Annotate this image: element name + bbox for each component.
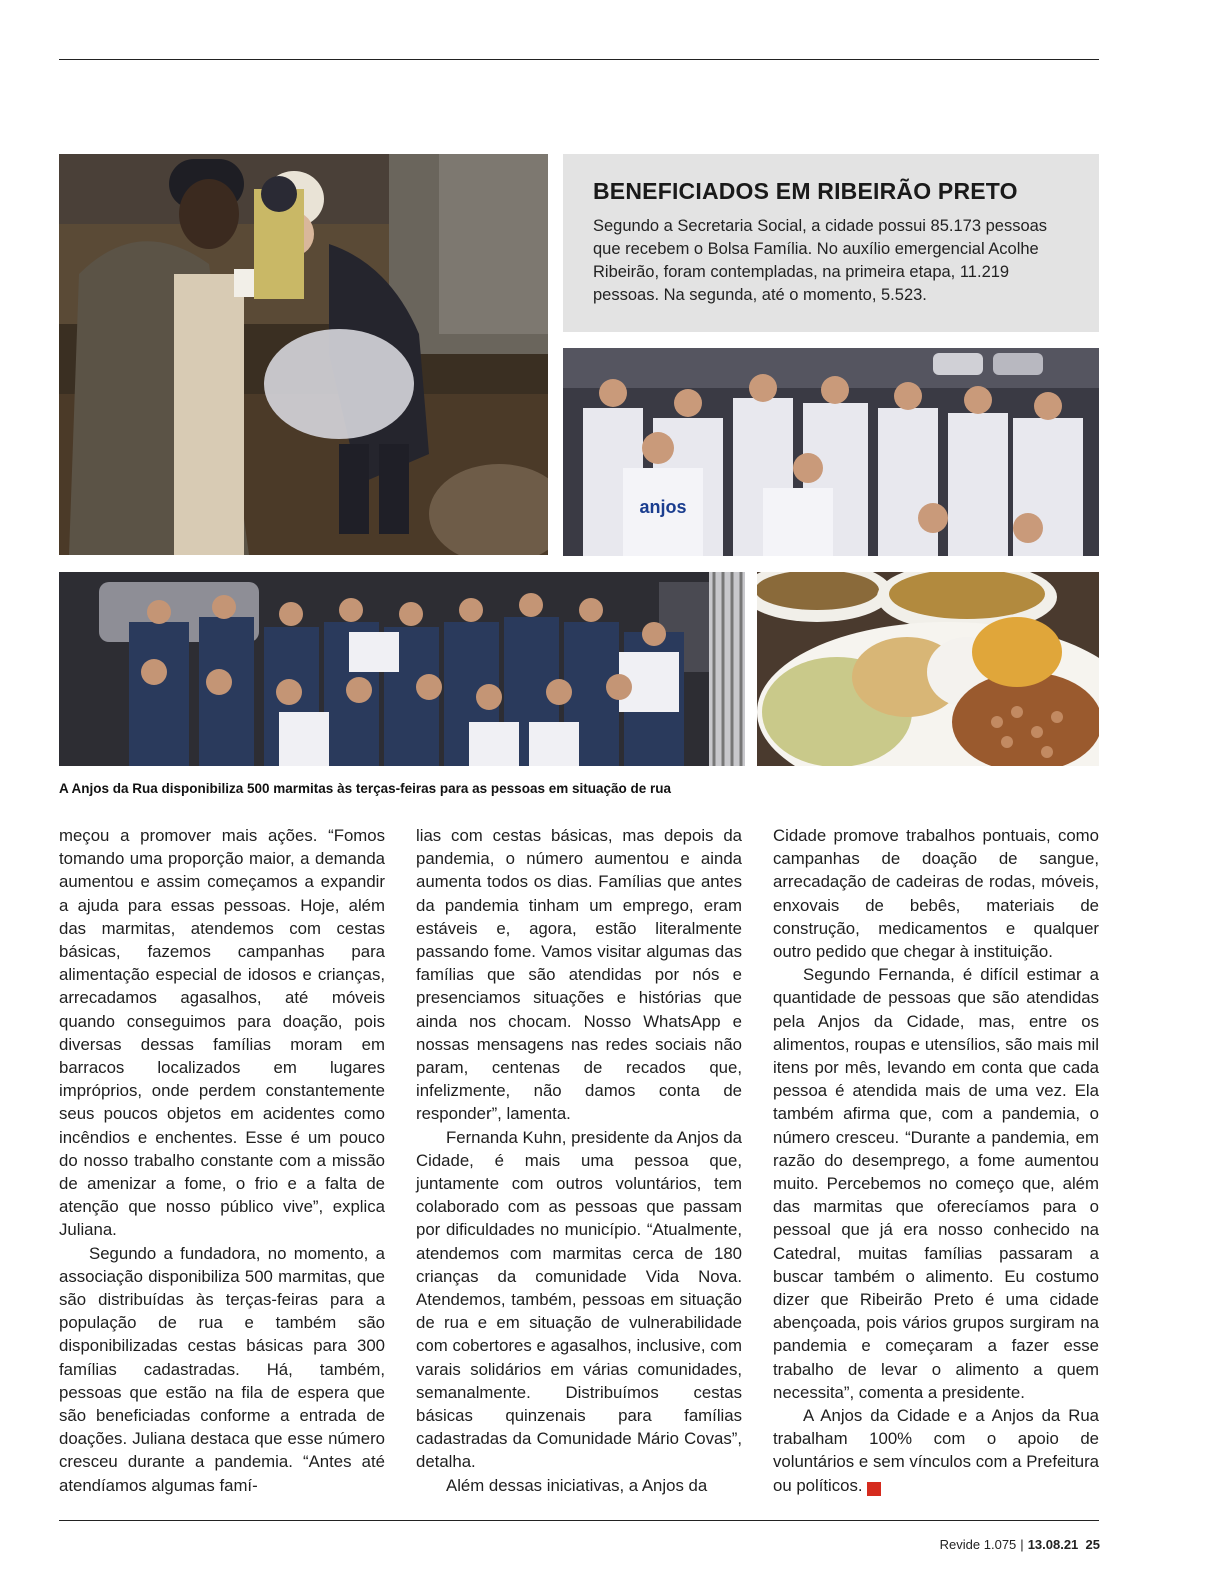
photo-large-group-night <box>59 572 745 766</box>
article-paragraph: Cidade promove trabalhos pontuais, como campanhas de doação de sangue, arrecadação de cadeiras de rodas, móveis, enxovais de bebês, materiais de construção, medicamentos e qualquer outro pedido que chegar à instituição. <box>773 826 1099 962</box>
magazine-issue: Revide 1.075 <box>939 1537 1017 1552</box>
photo-volunteer-group-masks <box>563 348 1099 556</box>
article-paragraph: Segundo Fernanda, é difícil estimar a quantidade de pessoas que são atendidas pela Anjos da Cidade, mas, entre os alimentos, roupas e utensílios, são mais mil itens por mês, levando em conta que cada pessoa é atendida mais de uma vez. Ela também afirma que, com a pandemia, o número cresceu. “Durante a pandemia, em razão do desemprego, a fome aumentou muito. Percebemos no começo que, além das marmitas que oferecíamos para o pessoal que já era nosso conhecido na Catedral, muitas famílias passaram a buscar também o alimento. Eu costumo dizer que Ribeirão Preto é uma cidade abençoada, pois vários grupos surgiram na pandemia e começaram a fazer esse trabalho de levar o alimento a quem necessita”, comenta a presidente. <box>773 965 1099 1402</box>
article-paragraph-last <box>773 1404 1099 1497</box>
sidebar-box <box>563 154 1099 332</box>
sidebar-title: BENEFICIADOS EM RIBEIRÃO PRETO <box>593 178 1018 204</box>
end-mark-icon: R <box>867 1482 881 1496</box>
page-footer: Revide 1.075 | 13.08.21 25 <box>939 1537 1100 1552</box>
photo-volunteers-street <box>59 154 548 555</box>
photo-marmitas-food <box>757 572 1099 766</box>
article-column-2 <box>416 824 742 1497</box>
article-paragraph: meçou a promover mais ações. “Fomos tomando uma proporção maior, a demanda aumentou e assim começamos a expandir a ajuda para essas pessoas. Hoje, além das marmitas, atendemos com cestas básicas, fazemos campanhas para alimentação especial de idosos e crianças, arrecadamos agasalhos, até móveis quando conseguimos para doação, pois diversas dessas famílias moram em barracos localizados em lugares impróprios, onde perdem constantemente seus poucos objetos em acidentes como incêndios e enchentes. Esse é um pouco do nosso trabalho constante com a missão de amenizar a fome, o frio e a falta de atenção que nosso público vive”, explica Juliana. <box>59 826 385 1240</box>
top-rule <box>59 59 1099 60</box>
article-column-3 <box>773 824 1099 1497</box>
article-paragraph-text: A Anjos da Cidade e a Anjos da Rua trabalham 100% com o apoio de voluntários e sem vínculos com a Prefeitura ou políticos. <box>773 1406 1099 1495</box>
article-paragraph: lias com cestas básicas, mas depois da pandemia, o número aumentou e ainda aumenta todos os dias. Famílias que antes da pandemia tinham um emprego, eram estáveis e, agora, estão literalmente passando fome. Vamos visitar algumas das famílias que são atendidas por nós e presenciamos situações e histórias que ainda nos chocam. Nosso WhatsApp e nossas mensagens nas redes sociais não param, centenas de recados que, infelizmente, não damos conta de responder”, lamenta. <box>416 826 742 1124</box>
photo-caption: A Anjos da Rua disponibiliza 500 marmitas às terças-feiras para as pessoas em situação de rua <box>59 781 672 796</box>
issue-date: 13.08.21 <box>1027 1537 1079 1552</box>
bottom-rule <box>59 1520 1099 1521</box>
article-paragraph: Além dessas iniciativas, a Anjos da <box>446 1475 708 1495</box>
sidebar-body: Segundo a Secretaria Social, a cidade possui 85.173 pessoas que recebem o Bolsa Família. No auxílio emergencial Acolhe Ribeirão, foram contempladas, na primeira etapa, 11.219 pessoas. Na segunda, até o momento, 5.523. <box>593 217 1048 304</box>
article-paragraph: Fernanda Kuhn, presidente da Anjos da Cidade, é mais uma pessoa que, juntamente com outros voluntários, tem colaborado com as pessoas que passam por dificuldades no município. “Atualmente, atendemos com marmitas cerca de 180 crianças da comunidade Vida Nova. Atendemos, também, pessoas em situação de rua e em situação de vulnerabilidade com cobertores e agasalhos, inclusive, com varais solidários em várias comunidades, semanalmente. Distribuímos cestas básicas quinzenais para famílias cadastradas da Comunidade Mário Covas”, detalha. <box>416 1127 742 1472</box>
article-paragraph: Segundo a fundadora, no momento, a associação disponibiliza 500 marmitas, que são distribuídas às terças-feiras para a população de rua e também são disponibilizadas cestas básicas para 300 famílias cadastradas. Há, também, pessoas que estão na fila de espera que são beneficiadas conforme a entrada de doações. Juliana destaca que esse número cresceu durante a pandemia. “Antes até atendíamos algumas famí- <box>59 1243 385 1495</box>
article-column-1 <box>59 824 385 1497</box>
page-number: 25 <box>1085 1537 1100 1552</box>
svg-text:anjos: anjos <box>639 497 687 517</box>
